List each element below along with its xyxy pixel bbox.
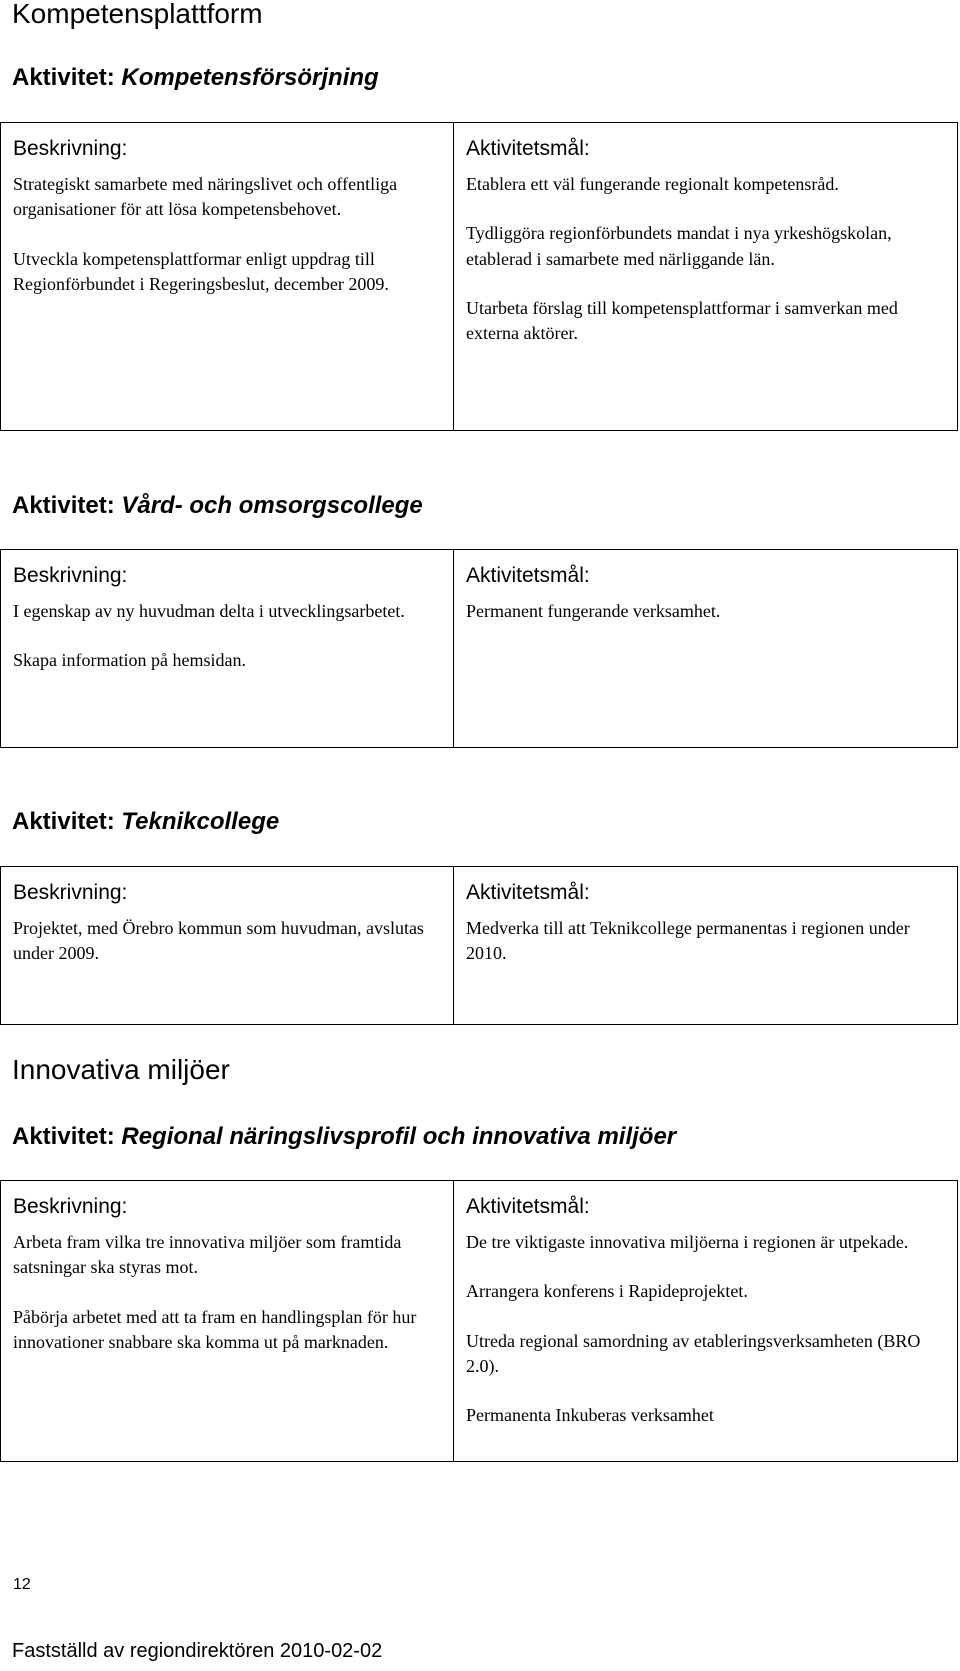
description-text: Arbeta fram vilka tre innovativa miljöer som framtida satsningar ska styras mot.	[13, 1232, 402, 1278]
activity-heading-3	[12, 810, 279, 834]
goal-text: De tre viktigaste innovativa miljöerna i regionen är utpekade.	[466, 1232, 909, 1253]
goal-cell	[454, 867, 958, 1025]
goal-heading: Aktivitetsmål:	[466, 881, 590, 904]
footer-text: Fastställd av regiondirektören 2010-02-02	[12, 1640, 383, 1662]
activity-heading-4	[12, 1125, 676, 1149]
goal-heading: Aktivitetsmål:	[466, 564, 590, 587]
goal-text: Etablera ett väl fungerande regionalt kompetensråd.	[466, 174, 839, 195]
goal-text: Permanenta Inkuberas verksamhet	[466, 1405, 714, 1426]
activity-name: Regional näringslivsprofil och innovativa miljöer	[121, 1123, 677, 1150]
activity-name: Teknikcollege	[121, 808, 280, 835]
description-text: Påbörja arbetet med att ta fram en handlingsplan för hur innovationer snabbare ska komma ut på marknaden.	[13, 1306, 417, 1352]
section-title-innovativa-miljoer: Innovativa miljöer	[12, 1054, 230, 1085]
goal-cell	[454, 1181, 958, 1462]
goal-text: Tydliggöra regionförbundets mandat i nya yrkeshögskolan, etablerad i samarbete med närliggande län.	[466, 223, 892, 269]
description-text: I egenskap av ny huvudman delta i utvecklingsarbetet.	[13, 601, 405, 622]
description-text: Utveckla kompetensplattformar enligt uppdrag till Regionförbundet i Regeringsbeslut, december 2009.	[13, 248, 389, 294]
activity-table-3	[0, 866, 958, 1025]
activity-prefix: Aktivitet:	[12, 1123, 115, 1150]
description-text: Projektet, med Örebro kommun som huvudman, avslutas under 2009.	[13, 918, 424, 964]
activity-prefix: Aktivitet:	[12, 492, 115, 519]
description-cell	[1, 1181, 454, 1462]
activity-name: Vård- och omsorgscollege	[121, 492, 423, 519]
activity-heading-2	[12, 494, 423, 518]
description-cell	[1, 867, 454, 1025]
activity-table-2	[0, 549, 958, 748]
description-heading: Beskrivning:	[13, 564, 128, 587]
goal-text: Permanent fungerande verksamhet.	[466, 601, 721, 622]
goal-cell	[454, 550, 958, 748]
goal-text: Medverka till att Teknikcollege permanentas i regionen under 2010.	[466, 918, 910, 964]
description-heading: Beskrivning:	[13, 137, 128, 160]
description-cell	[1, 550, 454, 748]
goal-text: Utarbeta förslag till kompetensplattformar i samverkan med externa aktörer.	[466, 297, 898, 344]
description-text: Skapa information på hemsidan.	[13, 650, 246, 671]
activity-prefix: Aktivitet:	[12, 808, 115, 835]
goal-heading: Aktivitetsmål:	[466, 1195, 590, 1218]
page-number: 12	[13, 1576, 31, 1593]
activity-table-4	[0, 1180, 958, 1462]
activity-table-1	[0, 122, 958, 431]
description-text: Strategiskt samarbete med näringslivet och offentliga organisationer för att lösa kompetensbehovet.	[13, 174, 398, 220]
goal-cell	[454, 123, 958, 431]
description-cell	[1, 123, 454, 431]
goal-heading: Aktivitetsmål:	[466, 137, 590, 160]
goal-text: Arrangera konferens i Rapideprojektet.	[466, 1281, 748, 1302]
activity-name: Kompetensförsörjning	[121, 64, 379, 91]
activity-prefix: Aktivitet:	[12, 64, 115, 91]
goal-text: Utreda regional samordning av etableringsverksamheten (BRO 2.0).	[466, 1330, 921, 1376]
description-heading: Beskrivning:	[13, 881, 128, 904]
description-heading: Beskrivning:	[13, 1195, 128, 1218]
activity-heading-1	[12, 66, 379, 90]
section-title-kompetensplattform: Kompetensplattform	[12, 0, 263, 29]
